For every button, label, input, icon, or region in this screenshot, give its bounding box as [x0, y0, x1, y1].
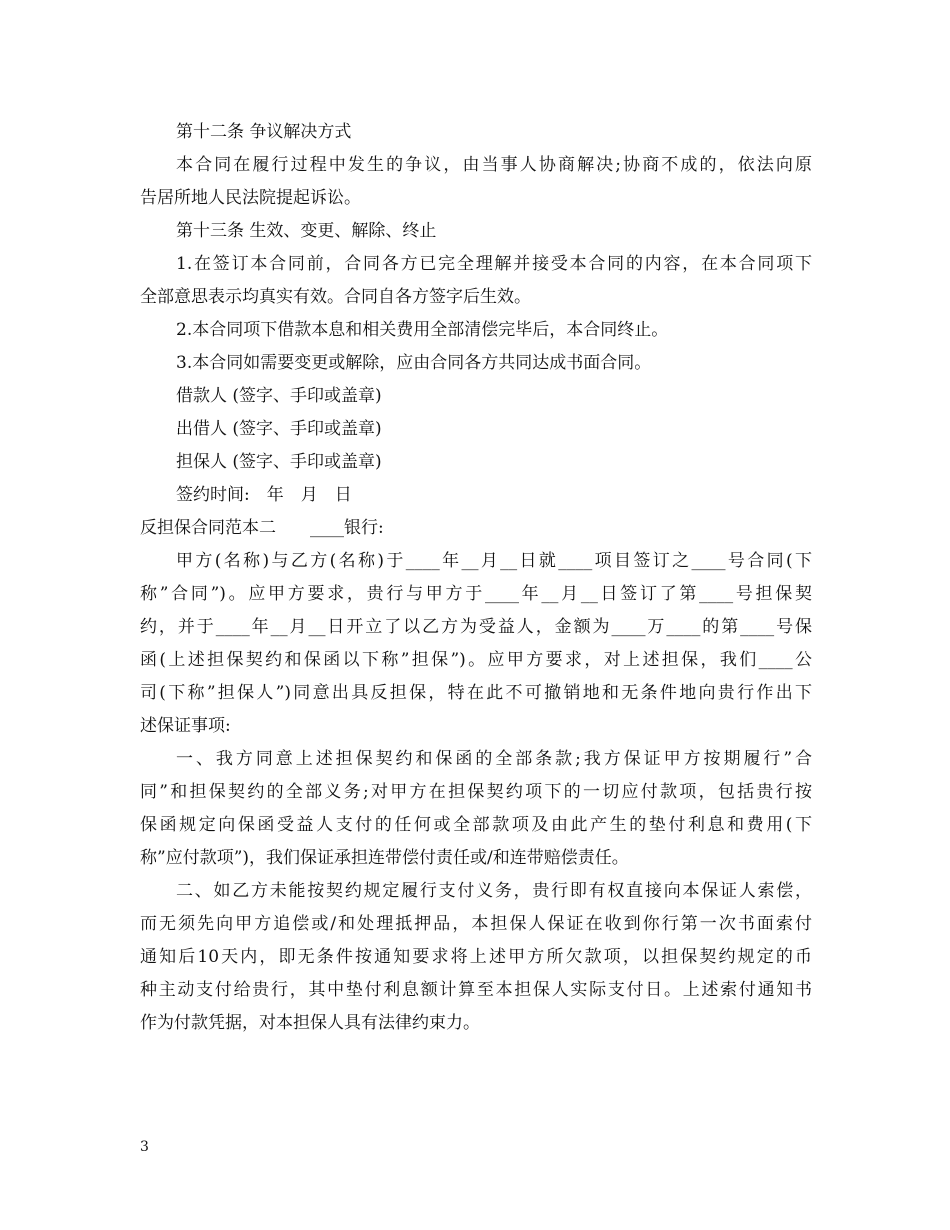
text-line: 而无须先向甲方追偿或/和处理抵押品，本担保人保证在收到你行第一次书面索付	[140, 914, 812, 934]
text-line: 约，并于____年__月__日开立了以乙方为受益人，金额为____万____的第____号保	[140, 617, 812, 637]
text-line: 出借人 (签字、手印或盖章)	[176, 419, 382, 439]
text-line: 1.在签订本合同前，合同各方已完全理解并接受本合同的内容，在本合同项下	[176, 254, 812, 274]
text-line: 作为付款凭据，对本担保人具有法律约束力。	[140, 1013, 480, 1033]
text-line: 借款人 (签字、手印或盖章)	[176, 386, 382, 406]
text-line: 担保人 (签字、手印或盖章)	[176, 452, 382, 472]
text-line: 函(上述担保契约和保函以下称”担保”)。应甲方要求，对上述担保，我们____公	[140, 650, 812, 670]
text-line: 反担保合同范本二 ____银行:	[140, 518, 384, 538]
text-line: 同”和担保契约的全部义务;对甲方在担保契约项下的一切应付款项，包括贵行按	[140, 782, 812, 802]
text-line: 二、如乙方未能按契约规定履行支付义务，贵行即有权直接向本保证人索偿，	[176, 881, 812, 901]
text-line: 第十三条 生效、变更、解除、终止	[176, 221, 437, 241]
text-line: 保函规定向保函受益人支付的任何或全部款项及由此产生的垫付利息和费用(下	[140, 815, 812, 835]
text-line: 3.本合同如需要变更或解除，应由合同各方共同达成书面合同。	[176, 353, 652, 373]
page-number: 3	[140, 1139, 149, 1155]
text-line: 签约时间: 年 月 日	[176, 485, 352, 505]
text-line: 通知后10天内，即无条件按通知要求将上述甲方所欠款项，以担保契约规定的币	[140, 947, 812, 967]
text-line: 称”合同”)。应甲方要求，贵行与甲方于____年__月__日签订了第____号担保契	[140, 584, 812, 604]
text-line: 第十二条 争议解决方式	[176, 122, 352, 142]
document-body	[140, 116, 812, 1040]
text-line: 本合同在履行过程中发生的争议，由当事人协商解决;协商不成的，依法向原	[176, 155, 812, 175]
text-line: 述保证事项:	[140, 716, 231, 736]
text-line: 种主动支付给贵行，其中垫付利息额计算至本担保人实际支付日。上述索付通知书	[140, 980, 812, 1000]
text-line: 告居所地人民法院提起诉讼。	[140, 188, 361, 208]
text-line: 司(下称”担保人”)同意出具反担保，特在此不可撤销地和无条件地向贵行作出下	[140, 683, 812, 703]
text-line: 一、我方同意上述担保契约和保函的全部条款;我方保证甲方按期履行”合	[176, 749, 812, 769]
text-line: 甲方(名称)与乙方(名称)于____年__月__日就____项目签订之____号合同(下	[176, 551, 812, 571]
text-line: 2.本合同项下借款本息和相关费用全部清偿完毕后，本合同终止。	[176, 320, 669, 340]
text-line: 称”应付款项”)，我们保证承担连带偿付责任或/和连带赔偿责任。	[140, 848, 629, 868]
text-line: 全部意思表示均真实有效。合同自各方签字后生效。	[140, 287, 531, 307]
